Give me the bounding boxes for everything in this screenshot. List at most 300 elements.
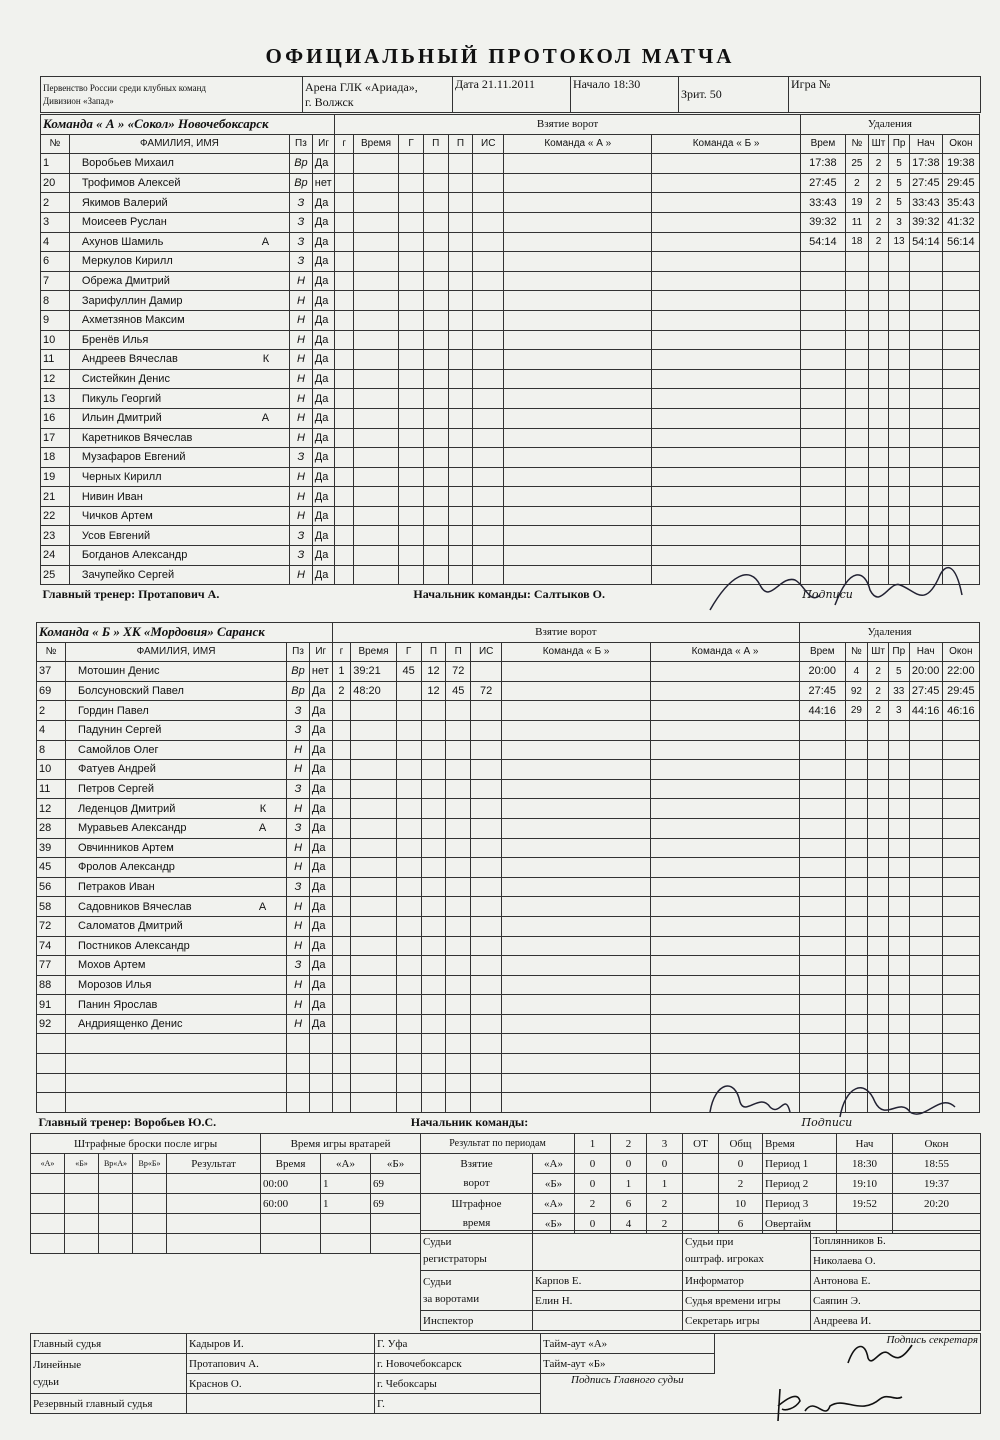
row-team: «А»: [533, 1154, 575, 1174]
empty-cell: [353, 369, 398, 389]
player-row: [37, 916, 980, 936]
player-played: Да: [312, 467, 335, 487]
time-col: Время: [763, 1134, 837, 1154]
penalty-start: 54:14: [909, 232, 942, 252]
score-cell: 0: [575, 1154, 611, 1174]
player-number: 7: [41, 271, 70, 291]
empty-cell: [909, 760, 942, 780]
empty-cell: [868, 369, 889, 389]
score-cell: 1: [611, 1174, 647, 1194]
period-label: Период 2: [763, 1174, 837, 1194]
empty-cell: [909, 1014, 942, 1034]
goal-assist: 12: [421, 681, 446, 701]
team-manager: Начальник команды:: [410, 1114, 529, 1129]
empty-cell: [504, 350, 652, 370]
empty-cell: [396, 779, 421, 799]
penalty-time: 44:16: [800, 701, 845, 721]
signatures-label: Подписи: [802, 588, 853, 602]
empty-cell: [421, 818, 446, 838]
player-name: [65, 1014, 286, 1034]
captain-mark: А: [261, 412, 270, 425]
player-position: Вр: [290, 154, 313, 174]
player-number: 13: [41, 389, 70, 409]
empty-cell: [423, 252, 448, 272]
empty-cell: [652, 291, 800, 311]
score-cell: 0: [575, 1174, 611, 1194]
empty-cell: [399, 330, 424, 350]
empty-cell: [942, 995, 979, 1015]
empty-cell: [396, 799, 421, 819]
box-judges-label: Судьи при оштраф. игроках: [683, 1231, 811, 1271]
player-number: 21: [41, 487, 70, 507]
main-referee: Кадыров И.: [187, 1334, 375, 1354]
penalty-start: 17:38: [909, 154, 942, 174]
empty-cell: [800, 389, 845, 409]
col-header-reason: Пр: [889, 134, 910, 154]
player-name: [65, 760, 286, 780]
player-name-text: Воробьев Михаил: [81, 157, 174, 170]
col-header-played: Иг: [309, 642, 332, 662]
player-position: Н: [290, 350, 313, 370]
score-cell: 0: [719, 1154, 763, 1174]
empty-cell: [351, 956, 396, 976]
empty-cell: [423, 193, 448, 213]
team-b-signatures: [690, 1072, 970, 1132]
player-name-text: Мохов Артем: [77, 959, 146, 972]
signatures-label: Подписи: [801, 1115, 853, 1129]
empty-cell: [651, 1054, 800, 1074]
inspector: [533, 1311, 683, 1331]
empty-cell: [800, 1054, 845, 1074]
empty-cell: [423, 369, 448, 389]
player-position: Н: [290, 389, 313, 409]
empty-cell: [845, 897, 868, 917]
empty-cell: [396, 897, 421, 917]
empty-cell: [651, 897, 800, 917]
empty-cell: [889, 310, 910, 330]
player-name: [65, 779, 286, 799]
player-played: Да: [312, 389, 335, 409]
empty-cell: [889, 369, 910, 389]
col-header-end: Окон: [942, 642, 979, 662]
registrars: [533, 1231, 683, 1271]
empty-cell: [846, 428, 869, 448]
empty-cell: [351, 838, 396, 858]
player-name-text: Самойлов Олег: [77, 743, 159, 756]
empty-cell: [335, 154, 354, 174]
player-position: Н: [287, 760, 310, 780]
empty-cell: [909, 271, 942, 291]
penalty-time: 54:14: [800, 232, 845, 252]
empty-cell: [846, 252, 869, 272]
empty-cell: [502, 740, 651, 760]
player-row: [41, 408, 980, 428]
empty-cell: [868, 428, 889, 448]
period-label: Овертайм: [763, 1214, 837, 1234]
captain-mark: А: [261, 235, 270, 248]
empty-cell: [868, 1014, 889, 1034]
empty-cell: [845, 720, 868, 740]
goal-assist: 45: [446, 681, 471, 701]
empty-cell: [335, 546, 354, 566]
empty-cell: [335, 369, 354, 389]
empty-cell: [800, 487, 845, 507]
empty-cell: [448, 154, 473, 174]
empty-cell: [868, 252, 889, 272]
empty-cell: [800, 310, 845, 330]
player-position: Н: [287, 975, 310, 995]
player-row: [41, 467, 980, 487]
period-results: [420, 1133, 981, 1234]
col-header-name: ФАМИЛИЯ, ИМЯ: [69, 134, 289, 154]
empty-cell: [396, 760, 421, 780]
empty-cell: [332, 1014, 351, 1034]
empty-cell: [399, 252, 424, 272]
score-cell: 2: [647, 1214, 683, 1234]
player-row: [41, 506, 980, 526]
empty-cell: [909, 428, 942, 448]
player-name: [65, 681, 286, 701]
empty-cell: [942, 389, 979, 409]
empty-cell: [421, 701, 446, 721]
empty-cell: [351, 975, 396, 995]
empty-cell: [909, 291, 942, 311]
penalty-pen: 2: [868, 154, 889, 174]
penalty-start: 20:00: [909, 662, 942, 682]
empty-cell: [332, 897, 351, 917]
empty-cell: [942, 897, 979, 917]
team-manager: Начальник команды: Салтыков О.: [413, 587, 605, 602]
empty-cell: [471, 897, 502, 917]
empty-cell: [888, 838, 909, 858]
empty-cell: [423, 291, 448, 311]
penalty-no: 18: [846, 232, 869, 252]
player-number: 28: [37, 818, 66, 838]
player-position: З: [287, 701, 310, 721]
secretary-signature-label: Подпись секретаря: [715, 1334, 981, 1374]
empty-cell: [868, 271, 889, 291]
pim-label: Штрафное время: [421, 1194, 533, 1234]
empty-cell: [502, 1093, 651, 1113]
score-cell: 6: [719, 1214, 763, 1234]
empty-cell: [335, 193, 354, 213]
col-header-team_b: Команда « Б »: [652, 134, 800, 154]
empty-cell: [888, 720, 909, 740]
player-played: Да: [309, 975, 332, 995]
player-played: Да: [312, 565, 335, 585]
empty-cell: [423, 350, 448, 370]
player-row: [37, 818, 980, 838]
game-number: Игра №: [789, 77, 981, 113]
player-name: [65, 740, 286, 760]
team-title: Команда « Б » ХК «Мордовия» Саранск: [37, 623, 333, 643]
empty-cell: [332, 740, 351, 760]
penalty-end: 19:38: [942, 154, 979, 174]
goalie-a: 1: [321, 1174, 371, 1194]
player-row: [37, 936, 980, 956]
empty-cell: [889, 408, 910, 428]
empty-cell: [502, 1034, 651, 1054]
empty-cell: [448, 428, 473, 448]
player-name-text: Чичков Артем: [81, 510, 153, 523]
empty-cell: [868, 975, 889, 995]
empty-cell: [471, 1014, 502, 1034]
empty-cell: [287, 1054, 310, 1074]
empty-cell: [423, 546, 448, 566]
empty-cell: [651, 760, 800, 780]
player-row: [41, 448, 980, 468]
empty-cell: [868, 526, 889, 546]
player-name-text: Пикуль Георгий: [81, 392, 162, 405]
player-played: Да: [309, 760, 332, 780]
empty-cell: [351, 897, 396, 917]
empty-cell: [868, 838, 889, 858]
penalty-time: 17:38: [800, 154, 845, 174]
empty-cell: [800, 897, 845, 917]
empty-cell: [909, 448, 942, 468]
player-position: Н: [290, 271, 313, 291]
shootout-col: Вр«А»: [99, 1154, 133, 1174]
empty-cell: [504, 369, 652, 389]
empty-cell: [889, 428, 910, 448]
empty-cell: [446, 779, 471, 799]
player-name-text: Нивин Иван: [81, 490, 143, 503]
player-row: [37, 995, 980, 1015]
empty-cell: [942, 936, 979, 956]
empty-cell: [335, 408, 354, 428]
penalty-reason: 5: [889, 173, 910, 193]
player-position: Н: [287, 838, 310, 858]
empty-cell: [502, 681, 651, 701]
player-played: Да: [309, 799, 332, 819]
score-cell: [683, 1194, 719, 1214]
empty-cell: [942, 760, 979, 780]
player-played: Да: [312, 428, 335, 448]
empty-cell: [868, 487, 889, 507]
empty-cell: [287, 1034, 310, 1054]
empty-cell: [846, 369, 869, 389]
empty-cell: [502, 1014, 651, 1034]
empty-cell: [65, 1054, 286, 1074]
empty-cell: [37, 1054, 66, 1074]
empty-cell: [421, 779, 446, 799]
empty-cell: [846, 330, 869, 350]
penalty-end: 29:45: [942, 681, 979, 701]
goalie-time: 60:00: [261, 1194, 321, 1214]
timeout-a: Тайм-аут «А»: [541, 1334, 715, 1354]
score-cell: 0: [647, 1154, 683, 1174]
player-name-text: Петров Сергей: [77, 783, 154, 796]
empty-cell: [800, 1034, 845, 1054]
player-name: [69, 350, 289, 370]
timekeeper: Саяпин Э.: [811, 1291, 981, 1311]
player-number: 20: [41, 173, 70, 193]
empty-cell: [399, 506, 424, 526]
player-row: [37, 956, 980, 976]
goal-assist: 72: [446, 662, 471, 682]
player-name-text: Ахметзянов Максим: [81, 314, 185, 327]
empty-cell: [421, 740, 446, 760]
shootout-col: Вр«Б»: [133, 1154, 167, 1174]
empty-cell: [309, 1034, 332, 1054]
player-number: 6: [41, 252, 70, 272]
player-name-text: Меркулов Кирилл: [81, 255, 173, 268]
period-end: 20:20: [893, 1194, 981, 1214]
player-number: 19: [41, 467, 70, 487]
empty-cell: [652, 173, 800, 193]
score-cell: 10: [719, 1194, 763, 1214]
empty-cell: [448, 252, 473, 272]
player-number: 45: [37, 858, 66, 878]
competition: Первенство России среди клубных команд Дивизион «Запад»: [41, 77, 303, 113]
empty-cell: [909, 467, 942, 487]
empty-cell: [287, 1093, 310, 1113]
empty-cell: [335, 291, 354, 311]
empty-cell: [800, 740, 845, 760]
player-number: 1: [41, 154, 70, 174]
empty-cell: [651, 916, 800, 936]
empty-cell: [332, 975, 351, 995]
empty-cell: [421, 1073, 446, 1093]
empty-cell: [889, 506, 910, 526]
empty-cell: [446, 975, 471, 995]
empty-cell: [448, 271, 473, 291]
player-position: З: [287, 818, 310, 838]
empty-cell: [504, 310, 652, 330]
empty-cell: [471, 1054, 502, 1074]
player-number: 3: [41, 212, 70, 232]
penalty-time: 39:32: [800, 212, 845, 232]
empty-cell: [651, 681, 800, 701]
captain-mark: А: [258, 900, 267, 913]
penalty-pen: 2: [868, 681, 889, 701]
player-number: 22: [41, 506, 70, 526]
player-name: [69, 389, 289, 409]
empty-cell: [889, 448, 910, 468]
empty-cell: [942, 799, 979, 819]
empty-cell: [473, 428, 504, 448]
empty-cell: [351, 799, 396, 819]
empty-cell: [502, 858, 651, 878]
goal-scorer: [396, 681, 421, 701]
timekeeper-label: Судья времени игры: [683, 1291, 811, 1311]
shootout-col: Результат: [167, 1154, 261, 1174]
empty-cell: [396, 838, 421, 858]
empty-cell: [504, 506, 652, 526]
empty-cell: [423, 565, 448, 585]
player-name: [65, 662, 286, 682]
empty-cell: [868, 448, 889, 468]
penalty-reason: 3: [888, 701, 909, 721]
empty-cell: [504, 408, 652, 428]
player-name: [69, 428, 289, 448]
col-header-reason: Пр: [888, 642, 909, 662]
spectators: Зрит. 50: [679, 77, 789, 113]
empty-cell: [421, 975, 446, 995]
empty-cell: [888, 818, 909, 838]
empty-cell: [351, 936, 396, 956]
empty-cell: [332, 1073, 351, 1093]
player-played: Да: [309, 936, 332, 956]
empty-cell: [446, 720, 471, 740]
inspector-label: Инспектор: [421, 1311, 533, 1331]
empty-cell: [353, 291, 398, 311]
player-row: [41, 193, 980, 213]
empty-cell: [421, 1034, 446, 1054]
empty-cell: [399, 154, 424, 174]
empty-cell: [396, 1073, 421, 1093]
empty-cell: [351, 1093, 396, 1113]
empty-cell: [868, 350, 889, 370]
player-played: нет: [309, 662, 332, 682]
player-number: 91: [37, 995, 66, 1015]
player-number: 16: [41, 408, 70, 428]
empty-cell: [800, 760, 845, 780]
player-number: 11: [37, 779, 66, 799]
goal-index: 1: [332, 662, 351, 682]
empty-cell: [846, 350, 869, 370]
empty-cell: [502, 838, 651, 858]
empty-cell: [353, 310, 398, 330]
empty-cell: [845, 779, 868, 799]
penalty-no: 25: [846, 154, 869, 174]
col-header-p1: П: [421, 642, 446, 662]
col-header-goal: Г: [399, 134, 424, 154]
player-name: [69, 369, 289, 389]
player-name-text: Леденцов Дмитрий: [77, 802, 176, 815]
player-row: [41, 330, 980, 350]
empty-cell: [448, 506, 473, 526]
empty-cell: [332, 1054, 351, 1074]
empty-cell: [652, 193, 800, 213]
main-referee-signature: [770, 1381, 910, 1426]
empty-cell: [868, 408, 889, 428]
penalty-pen: 2: [868, 662, 889, 682]
empty-cell: [448, 389, 473, 409]
empty-cell: [473, 506, 504, 526]
empty-cell: [471, 858, 502, 878]
empty-cell: [421, 995, 446, 1015]
player-name-text: Постников Александр: [77, 939, 190, 952]
empty-cell: [471, 799, 502, 819]
empty-cell: [421, 838, 446, 858]
empty-cell: [448, 369, 473, 389]
reserve-referee: [187, 1394, 375, 1414]
player-position: З: [287, 956, 310, 976]
empty-cell: [800, 838, 845, 858]
player-number: 2: [41, 193, 70, 213]
period-col: ОТ: [683, 1134, 719, 1154]
empty-cell: [800, 506, 845, 526]
empty-cell: [845, 916, 868, 936]
empty-cell: [421, 1014, 446, 1034]
player-row: [41, 428, 980, 448]
empty-cell: [652, 408, 800, 428]
empty-cell: [868, 720, 889, 740]
empty-cell: [473, 310, 504, 330]
empty-cell: [351, 1054, 396, 1074]
player-name-text: Обрежа Дмитрий: [81, 275, 170, 288]
main-referee-signature-label: Подпись Главного судьи: [541, 1374, 981, 1414]
empty-cell: [446, 897, 471, 917]
player-number: 4: [37, 720, 66, 740]
player-played: Да: [309, 681, 332, 701]
empty-cell: [845, 1054, 868, 1074]
empty-cell: [846, 487, 869, 507]
empty-cell: [335, 389, 354, 409]
goalie-time: 00:00: [261, 1174, 321, 1194]
empty-cell: [502, 956, 651, 976]
